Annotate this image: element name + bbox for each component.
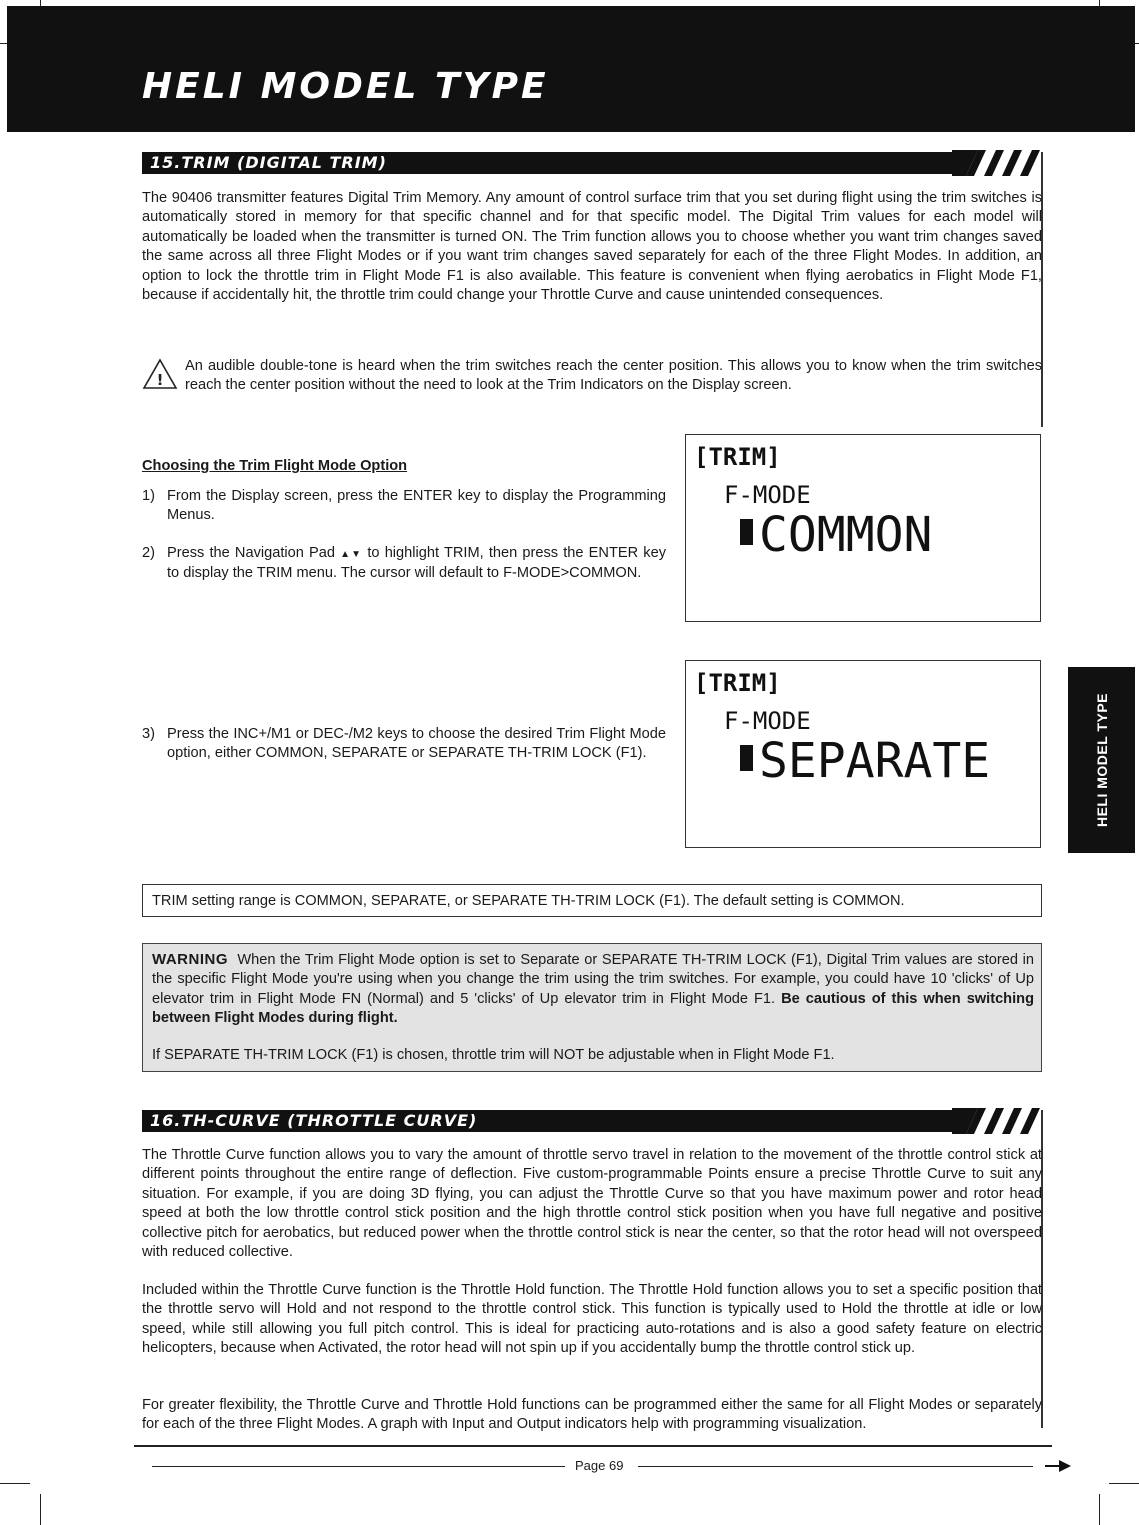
lcd-screen-common bbox=[685, 434, 1041, 622]
lcd-value bbox=[740, 507, 932, 563]
section-heading-bar bbox=[142, 152, 960, 174]
section-paragraph: For greater flexibility, the Throttle Curve and Throttle Hold functions can be programmed either the same for all Flight Modes or separately for each of the three Flight Modes. A graph with Input and Output indicators help with programming visualization. bbox=[142, 1397, 1042, 1433]
footer-line bbox=[638, 1466, 1033, 1467]
lcd-value-text: COMMON bbox=[759, 507, 933, 563]
footer-line bbox=[152, 1466, 565, 1467]
step-text-part: to highlight TRIM, then press the ENTER key to display the TRIM menu. The cursor will default to F-MODE>COMMON. bbox=[167, 545, 667, 582]
crop-mark bbox=[1099, 1494, 1100, 1525]
caution-note: An audible double-tone is heard when the trim switches reach the center position. This allows you to know when the trim switches reach the center position without the need to look at the Trim Indicators on the Display screen. bbox=[185, 358, 1042, 394]
slashes-decoration bbox=[952, 150, 1042, 176]
lcd-title: [TRIM] bbox=[694, 669, 781, 697]
range-text: TRIM setting range is COMMON, SEPARATE, or SEPARATE TH-TRIM LOCK (F1). The default setting is COMMON. bbox=[152, 893, 905, 909]
side-tab-label: HELI MODEL TYPE bbox=[1093, 692, 1110, 828]
side-tab bbox=[1068, 667, 1135, 853]
section-paragraph: Included within the Throttle Curve function is the Throttle Hold function. The Throttle Hold function allows you to set a specific position that the throttle servo will Hold and not respond to the throttle control stick. This function is typically used to Hold the throttle at idle or low speed, while still allowing you full pitch control. This is ideal for practicing auto-rotations and is also a good safety feature on electric helicopters, because when Activated, the rotor head will not spin up if you accidentally bump the throttle control stick up. bbox=[142, 1282, 1042, 1357]
section-paragraph: The Throttle Curve function allows you to vary the amount of throttle servo travel in relation to the movement of the throttle control stick at different points throughout the entire range of deflection. Five custom-programmable Points ensure a precise Throttle Curve to suit any situation. For example, if you are doing 3D flying, you can adjust the Throttle Curve so that you have maximum power and rotor head speed at both the low throttle control stick position and the high throttle control stick position when you have full negative and positive collective pitch for aerobatics, but reduced power when the throttle control stick is near the center, so that the rotor head will not overspeed with reduced collective. bbox=[142, 1147, 1042, 1261]
step-text: From the Display screen, press the ENTER key to display the Programming Menus. bbox=[167, 488, 666, 524]
step-number: 2) bbox=[142, 545, 155, 561]
warning-body: When the Trim Flight Mode option is set to Separate or SEPARATE TH-TRIM LOCK (F1), Digital Trim values are stored in the specific Flight Mode you're using when you change the trim using the trim switches. For example, you could have 10 'clicks' of Up elevator trim in Flight Mode FN (Normal) and 5 'clicks' of Up elevator trim in Flight Mode F1. bbox=[152, 952, 1035, 1007]
lcd-value-text: SEPARATE bbox=[759, 733, 991, 789]
lcd-cursor-icon bbox=[740, 519, 753, 545]
page-title: HELI MODEL TYPE bbox=[142, 66, 549, 107]
step-text bbox=[167, 544, 666, 584]
warning-label: WARNING bbox=[152, 951, 228, 968]
step-item bbox=[142, 544, 666, 584]
warning-note: If SEPARATE TH-TRIM LOCK (F1) is chosen, throttle trim will NOT be adjustable when in Flight Mode F1. bbox=[152, 1047, 835, 1063]
next-page-arrow-icon bbox=[1045, 1459, 1071, 1473]
step-item bbox=[142, 725, 666, 764]
lcd-label: F-MODE bbox=[724, 707, 811, 735]
lcd-value bbox=[740, 733, 990, 789]
warning-box bbox=[142, 943, 1042, 1072]
crop-mark bbox=[1109, 1483, 1139, 1484]
lcd-title: [TRIM] bbox=[694, 443, 781, 471]
step-number: 3) bbox=[142, 726, 155, 742]
crop-mark bbox=[0, 1483, 30, 1484]
step-text-part: Press the Navigation Pad bbox=[167, 545, 335, 561]
caution-icon bbox=[142, 358, 178, 390]
warning-text bbox=[152, 950, 1034, 1029]
lcd-cursor-icon bbox=[740, 745, 753, 771]
lcd-label: F-MODE bbox=[724, 481, 811, 509]
page-number: Page 69 bbox=[575, 1458, 624, 1473]
step-number: 1) bbox=[142, 488, 155, 504]
warning-emphasis: Be cautious of this when switching between Flight Modes during flight. bbox=[152, 990, 1034, 1027]
navigation-arrows-icon: ▲▼ bbox=[340, 549, 363, 560]
footer-rule bbox=[134, 1445, 1052, 1447]
section-heading-bar bbox=[142, 1110, 960, 1132]
section-heading: 15.TRIM (DIGITAL TRIM) bbox=[150, 153, 387, 172]
crop-mark bbox=[40, 1494, 41, 1525]
section-intro-paragraph: The 90406 transmitter features Digital Trim Memory. Any amount of control surface trim that you set during flight using the trim switches is automatically stored in memory for that specific channel and for that specific model. The Digital Trim values for each model will automatically be loaded when the transmitter is turned ON. The Trim function allows you to choose whether you want trim changes saved the same across all three Flight Modes or if you want trim changes saved separately for each of the three Flight Modes. In addition, an option to lock the throttle trim in Flight Mode F1 is also available. This feature is convenient when flying aerobatics in Flight Mode F1, because if accidentally hit, the throttle trim could change your Throttle Curve and cause unintended consequences. bbox=[142, 190, 1042, 304]
range-box bbox=[142, 884, 1042, 917]
subheading: Choosing the Trim Flight Mode Option bbox=[142, 458, 408, 474]
slashes-decoration bbox=[952, 1108, 1042, 1134]
step-text: Press the INC+/M1 or DEC-/M2 keys to choose the desired Trim Flight Mode option, either COMMON, SEPARATE or SEPARATE TH-TRIM LOCK (F1). bbox=[167, 726, 666, 762]
step-item bbox=[142, 487, 666, 526]
lcd-screen-separate bbox=[685, 660, 1041, 848]
section-heading: 16.TH-CURVE (THROTTLE CURVE) bbox=[150, 1111, 478, 1130]
svg-text:!: ! bbox=[156, 371, 164, 389]
